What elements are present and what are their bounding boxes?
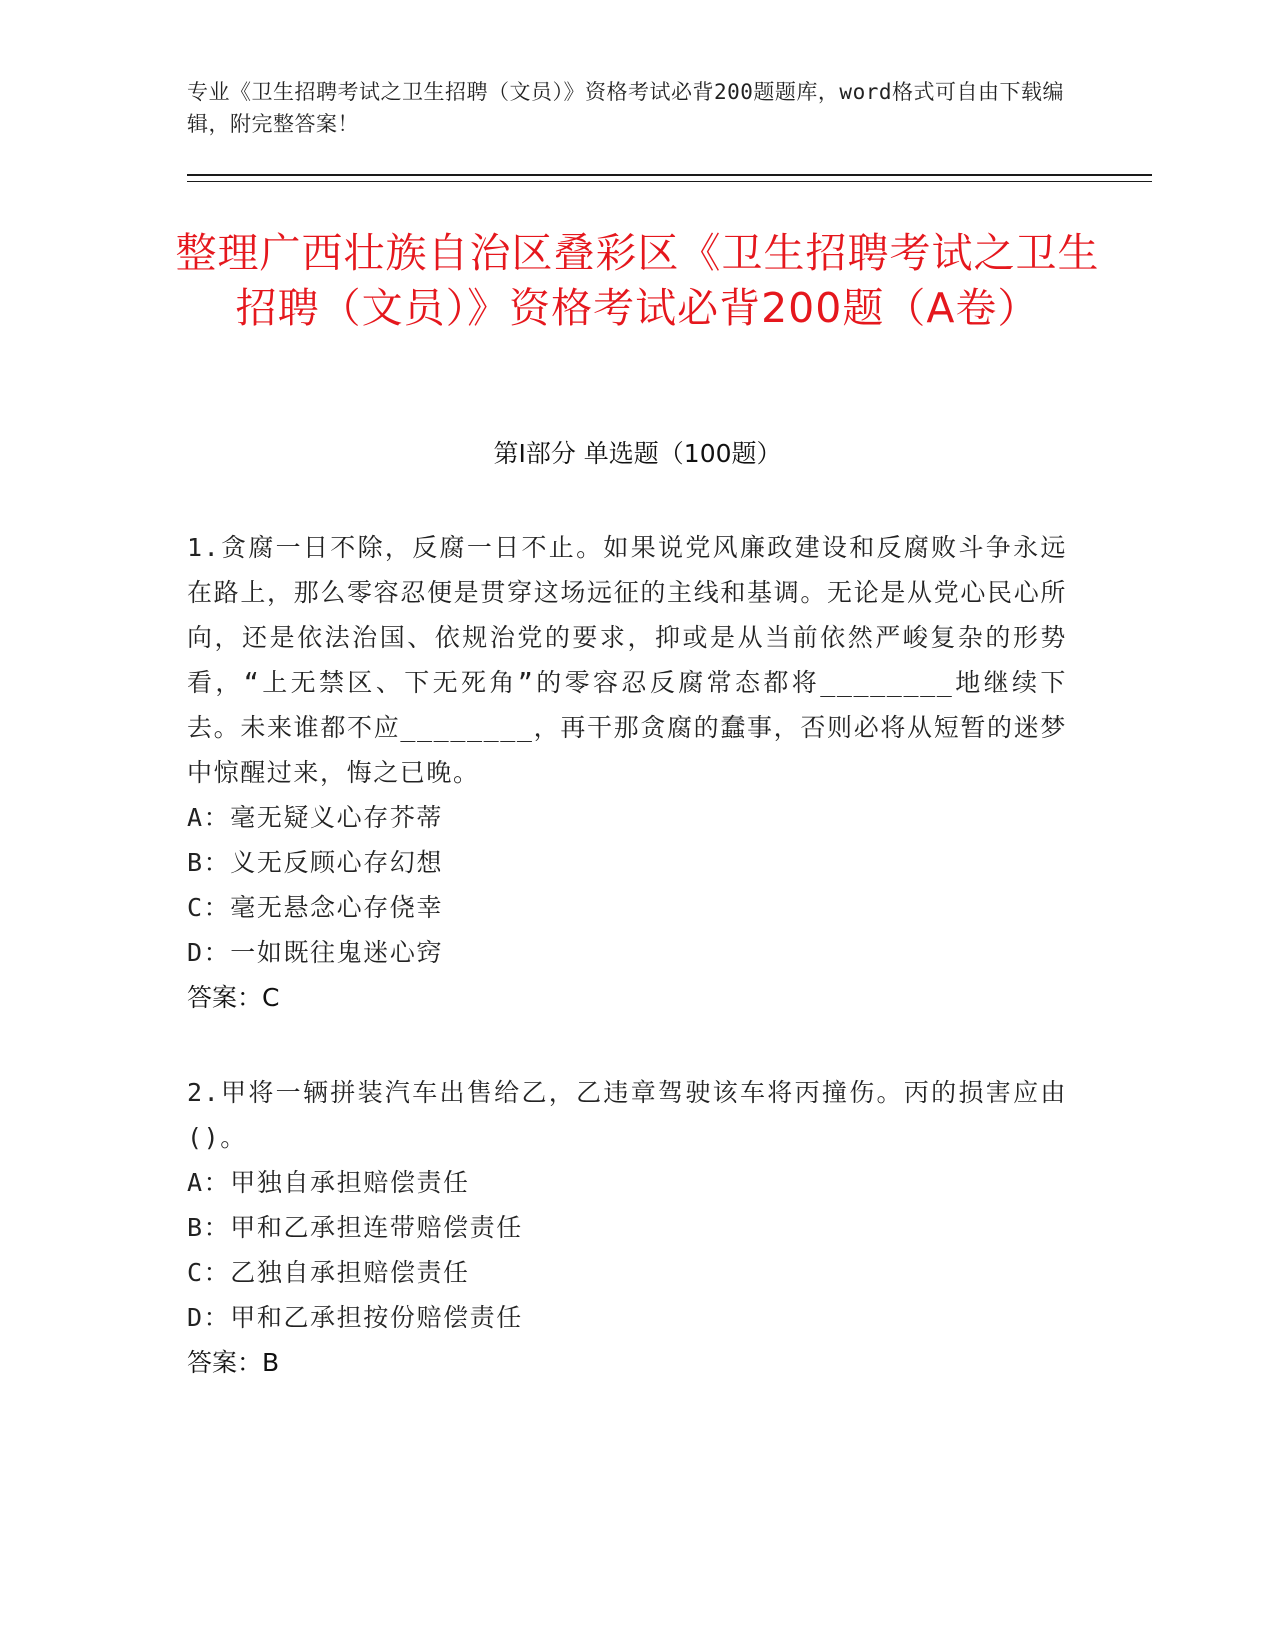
option-d: D：一如既往鬼迷心窍: [187, 938, 444, 967]
option-b: B：义无反顾心存幻想: [187, 848, 444, 877]
answer: 答案：B: [187, 1348, 280, 1377]
question-2: [187, 1070, 1067, 1385]
question-1: [187, 525, 1067, 1020]
section-title: 第Ⅰ部分 单选题（100题）: [493, 439, 782, 468]
option-a: A：毫无疑义心存芥蒂: [187, 803, 444, 832]
option-a: A：甲独自承担赔偿责任: [187, 1168, 470, 1197]
option-c: C：毫无悬念心存侥幸: [187, 893, 444, 922]
option-b: B：甲和乙承担连带赔偿责任: [187, 1213, 523, 1242]
header-note: 专业《卫生招聘考试之卫生招聘（文员）》资格考试必背200题题库，word格式可自由下载编辑，附完整答案！: [187, 80, 1064, 136]
question-stem: 1.贪腐一日不除，反腐一日不止。如果说党风廉政建设和反腐败斗争永远在路上，那么零容忍便是贯穿这场远征的主线和基调。无论是从党心民心所向，还是依法治国、依规治党的要求，抑或是从当前依然严峻复杂的形势看，“上无禁区、下无死角”的零容忍反腐常态都将________地继续下去。未来谁都不应________，再干那贪腐的蠢事，否则必将从短暂的迷梦中惊醒过来，悔之已晚。: [187, 533, 1067, 787]
question-stem: 2.甲将一辆拼装汽车出售给乙，乙违章驾驶该车将丙撞伤。丙的损害应由()。: [187, 1078, 1067, 1152]
option-d: D：甲和乙承担按份赔偿责任: [187, 1303, 523, 1332]
header-divider-thick: [187, 174, 1152, 176]
answer: 答案：C: [187, 983, 280, 1012]
document-title: 整理广西壮族自治区叠彩区《卫生招聘考试之卫生招聘（文员）》资格考试必背200题（A卷）: [175, 229, 1100, 332]
option-c: C：乙独自承担赔偿责任: [187, 1258, 470, 1287]
header-divider-thin: [187, 181, 1152, 182]
